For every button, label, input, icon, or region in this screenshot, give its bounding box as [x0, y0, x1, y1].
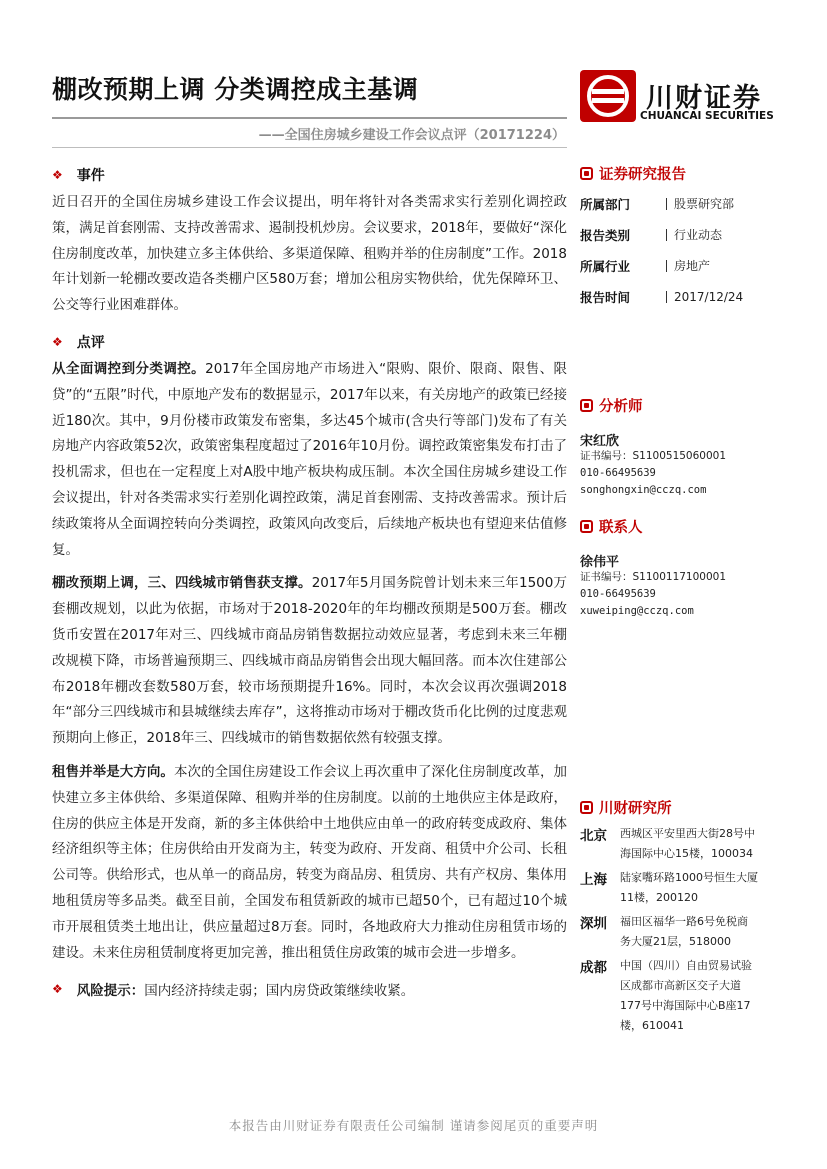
analyst-heading: [580, 392, 780, 418]
info-value: 行业动态: [674, 228, 723, 242]
address-line: 陆家嘴环路1000号恒生大厦: [620, 871, 758, 884]
office-address: [580, 912, 780, 952]
risk-text: 国内经济持续走弱；国内房贷政策继续收紧。: [144, 983, 415, 1000]
paragraph-body: 2017年5月国务院曾计划未来三年1500万套棚改规划，以此为依据，市场对于2018-2020年的年均棚改预期是500万套。棚改货币安置在2017年对三、四线城市商品房销售数据拉动效应显著，考虑到未来三年棚改规模下降，市场普遍预期三、四线城市商品房销售会出现大幅回落。而本次住建部公布2018年棚改套数580万套，较市场预期提升16%。同时，本次会议再次强调2018年“部分三四线城市和县城继续去库存”，这将推动市场对于棚改货币化比例的过度悲观预期向上修正，2018年三、四线城市的销售数据依然有较强支撑。: [52, 575, 567, 747]
analyst-name: 宋红欣: [580, 434, 620, 449]
contact-heading-label: 联系人: [599, 519, 643, 536]
paragraph-lead: 从全面调控到分类调控。: [52, 360, 206, 377]
comment-paragraph: [52, 760, 567, 966]
institute-heading: [580, 794, 780, 820]
analyst-heading-label: 分析师: [599, 398, 643, 415]
contact-heading: [580, 513, 780, 539]
square-bullet-icon: [580, 801, 593, 814]
main-content: [52, 160, 567, 1004]
comment-paragraph: [52, 357, 567, 563]
page-subtitle: ——全国住房城乡建设工作会议点评（20171224）: [258, 128, 565, 143]
contact-email[interactable]: xuweiping@cczq.com: [580, 605, 694, 617]
address-line: 区成都市高新区交子大道: [620, 979, 741, 992]
subtitle-divider: [52, 147, 567, 148]
analyst-card: [580, 430, 780, 499]
title-divider: [52, 117, 567, 119]
sidebar: [580, 160, 780, 1036]
company-name-english: CHUANCAI SECURITIES: [640, 110, 774, 122]
analyst-email[interactable]: songhongxin@cczq.com: [580, 484, 707, 496]
office-address: [580, 868, 780, 908]
event-heading: [52, 160, 567, 190]
office-address: [580, 956, 780, 1036]
institute-heading-label: 川财研究所: [599, 800, 672, 817]
office-city: 成都: [580, 960, 607, 976]
address-line: 福田区福华一路6号免税商: [620, 915, 748, 928]
event-paragraph: 近日召开的全国住房城乡建设工作会议提出，明年将针对各类需求实行差别化调控政策，满足首套刚需、支持改善需求、遏制投机炒房。会议要求，2018年，要做好“深化住房制度改革，加快建立多主体供给、多渠道保障、租购并举的住房制度”工作。2018年计划新一轮棚改要改造各类棚户区580万套；增加公租房实物供给，优先保障环卫、公交等行业困难群体。: [52, 194, 567, 314]
risk-warning: [52, 974, 567, 1004]
diamond-bullet-icon: ❖: [52, 982, 63, 997]
address-line: 海国际中心15楼，100034: [620, 847, 753, 860]
address-line: 楼，610041: [620, 1019, 684, 1032]
office-address: [580, 824, 780, 864]
square-bullet-icon: [580, 399, 593, 412]
report-info-heading: [580, 160, 780, 186]
diamond-bullet-icon: ❖: [52, 168, 63, 182]
square-bullet-icon: [580, 167, 593, 180]
company-logo-icon: [580, 70, 636, 122]
office-city: 深圳: [580, 916, 607, 932]
contact-card: [580, 551, 780, 620]
contact-name: 徐伟平: [580, 555, 620, 570]
report-info-row: [580, 219, 780, 250]
report-info-row: [580, 281, 780, 312]
analyst-cert: 证书编号：S1100515060001: [580, 450, 727, 462]
report-info-heading-label: 证券研究报告: [599, 166, 686, 183]
comment-heading-label: 点评: [76, 334, 105, 351]
contact-cert: 证书编号：S1100117100001: [580, 571, 727, 583]
event-heading-label: 事件: [76, 168, 105, 184]
info-key: 所属部门: [580, 196, 631, 212]
page-title: 棚改预期上调 分类调控成主基调: [52, 75, 419, 104]
report-info-row: [580, 188, 780, 219]
info-value: 房地产: [674, 259, 711, 273]
info-value: 2017/12/24: [674, 289, 744, 304]
office-city: 上海: [580, 872, 607, 888]
office-list: [580, 824, 780, 1036]
comment-paragraph: [52, 571, 567, 752]
analyst-phone: 010-66495639: [580, 467, 656, 479]
contact-phone: 010-66495639: [580, 588, 656, 600]
paragraph-lead: 租售并举是大方向。: [52, 763, 174, 780]
info-value: 股票研究部: [674, 197, 735, 211]
address-line: 11楼，200120: [620, 891, 698, 904]
info-separator: [666, 198, 667, 210]
company-name: 川财证券: [646, 83, 762, 114]
info-key: 报告时间: [580, 289, 631, 305]
diamond-bullet-icon: ❖: [52, 334, 63, 349]
square-bullet-icon: [580, 520, 593, 533]
info-key: 所属行业: [580, 258, 631, 274]
info-key: 报告类别: [580, 227, 631, 243]
info-separator: [666, 291, 667, 303]
info-separator: [666, 260, 667, 272]
paragraph-body: 2017年全国房地产市场进入“限购、限价、限商、限售、限贷”的“五限”时代，中原地产发布的数据显示，2017年以来，有关房地产的政策已经接近180次。其中，9月份楼市政策发布密集，多达45个城市(含央行等部门)发布了有关房地产内容政策52次，政策密集程度超过了2016年10月份。调控政策密集发布打击了投机需求，但也在一定程度上对A股中地产板块构成压制。本次全国住房城乡建设工作会议提出，针对各类需求实行差别化调控政策，满足首套刚需、支持改善需求。预计后续政策将从全面调控转向分类调控，政策风向改变后，后续地产板块也有望迎来估值修复。: [52, 360, 567, 558]
address-line: 务大厦21层，518000: [620, 935, 731, 948]
page-footer: 本报告由川财证券有限责任公司编制 谨请参阅尾页的重要声明: [228, 1118, 599, 1133]
info-separator: [666, 229, 667, 241]
address-line: 177号中海国际中心B座17: [620, 999, 751, 1012]
office-city: 北京: [580, 828, 607, 844]
address-line: 中国（四川）自由贸易试验: [620, 959, 752, 972]
address-line: 西城区平安里西大街28号中: [620, 827, 755, 840]
risk-label: 风险提示：: [76, 983, 145, 1000]
report-info-row: [580, 250, 780, 281]
paragraph-body: 本次的全国住房建设工作会议上再次重申了深化住房制度改革，加快建立多主体供给、多渠道保障、租购并举的住房制度。以前的土地供应主体是政府，住房的供应主体是开发商，新的多主体供给中土地供应由单一的政府转变成政府、集体经济组织等主体；住房供给由开发商为主，转变为政府、开发商、租赁中介公司、长租公司等。供给形式，也从单一的商品房，转变为商品房、租赁房、共有产权房、集体用地租赁房等多品类。截至目前，全国发布租赁新政的城市已超50个，已有超过10个城市开展租赁类土地出让，供应量超过8万套。同时，各地政府大力推动住房租赁市场的建设。未来住房租赁制度将更加完善，推出租赁住房政策的城市会进一步增多。: [52, 763, 568, 961]
comment-heading: [52, 327, 567, 357]
paragraph-lead: 棚改预期上调，三、四线城市销售获支撑。: [52, 575, 312, 592]
